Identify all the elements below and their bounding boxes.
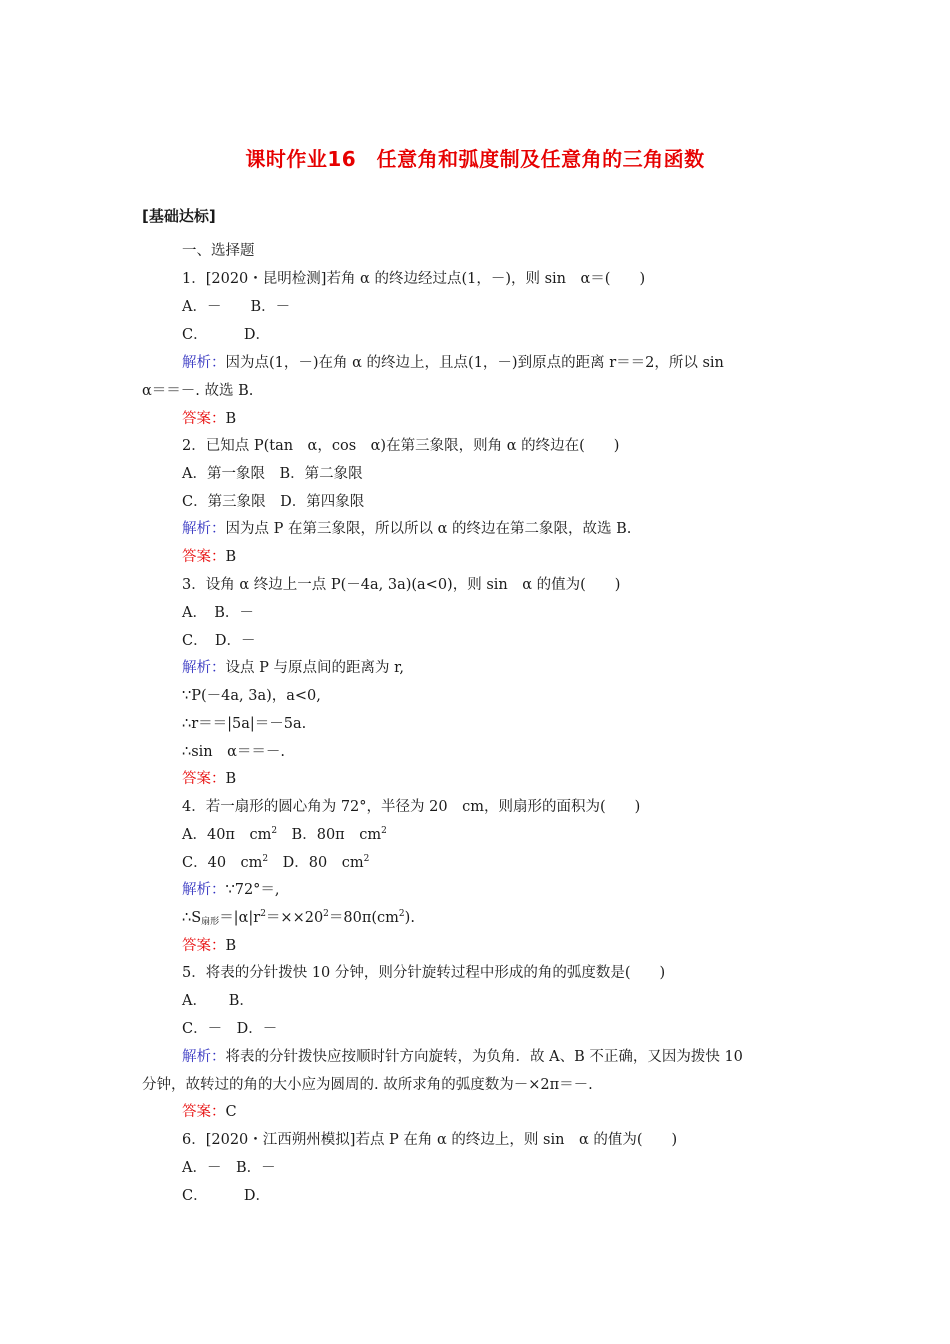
q3-options-cd: C． D．－ <box>182 633 256 649</box>
q3-analysis-label: 解析： <box>182 660 226 676</box>
q1-options-ab: A．－ B．－ <box>182 299 291 315</box>
q5-options-cd: C．－ D．－ <box>182 1021 278 1037</box>
q4-option-b: B．80π cm <box>277 827 382 843</box>
q5-answer-value: C <box>225 1104 237 1120</box>
q4-area-part2: ＝××20 <box>265 910 324 926</box>
q4-option-b-exp: 2 <box>381 826 387 836</box>
section-heading: [基础达标] <box>142 207 216 225</box>
page-title: 课时作业16 任意角和弧度制及任意角的三角函数 <box>245 147 705 171</box>
q3-answer <box>182 769 236 789</box>
q1-analysis-label: 解析： <box>182 355 226 371</box>
part-heading: 一、选择题 <box>182 243 255 259</box>
q5-stem: 5．将表的分针拨快 10 分钟，则分针旋转过程中形成的角的弧度数是( ) <box>182 965 666 981</box>
q4-option-a: A．40π cm <box>182 827 272 843</box>
q3-analysis-line3: ∴r＝＝|5a|＝－5a. <box>182 716 307 732</box>
q1-options-cd: C． D． <box>182 327 270 343</box>
q6-options-cd: C． D． <box>182 1188 270 1204</box>
q2-answer <box>182 547 236 567</box>
q4-area-exp2: 2 <box>323 909 329 919</box>
q5-analysis-text: 将表的分针拨快应按顺时针方向旋转，为负角．故 A、B 不正确，又因为拨快 10 <box>225 1049 743 1065</box>
q2-stem: 2．已知点 P(tan α，cos α)在第三象限，则角 α 的终边在( ) <box>182 438 620 454</box>
q4-option-d-exp: 2 <box>363 854 370 864</box>
q2-analysis <box>182 519 631 539</box>
q2-analysis-label: 解析： <box>182 521 226 537</box>
q6-options-ab: A．－ B．－ <box>182 1160 276 1176</box>
q2-analysis-text: 因为点 P 在第三象限，所以所以 α 的终边在第二象限，故选 B. <box>225 521 632 537</box>
q1-answer-value: B <box>225 411 237 427</box>
q5-answer-label: 答案： <box>182 1104 226 1120</box>
q3-options-ab: A． B．－ <box>182 605 254 621</box>
q5-analysis-label: 解析： <box>182 1049 226 1065</box>
q4-analysis-text: ∵72°＝, <box>225 882 280 898</box>
q5-answer <box>182 1102 237 1122</box>
q5-analysis-line2: 分钟，故转过的角的大小应为圆周的. 故所求角的弧度数为－×2π＝－. <box>142 1077 593 1093</box>
q3-stem: 3．设角 α 终边上一点 P(－4a, 3a)(a<0)，则 sin α 的值为( ) <box>182 577 621 593</box>
q1-answer-label: 答案： <box>182 411 226 427</box>
q4-answer-value: B <box>225 938 237 954</box>
q1-analysis-line2: α＝＝－. 故选 B. <box>142 383 254 399</box>
q4-options-ab <box>182 825 387 845</box>
q3-answer-value: B <box>225 771 237 787</box>
q4-area-part4: ). <box>404 910 415 926</box>
q4-answer-label: 答案： <box>182 938 226 954</box>
q5-analysis-line1 <box>182 1047 743 1067</box>
q4-stem: 4．若一扇形的圆心角为 72°，半径为 20 cm，则扇形的面积为( ) <box>182 799 641 815</box>
q4-area-exp3: 2 <box>398 909 405 919</box>
q2-options-ab: A．第一象限 B．第二象限 <box>182 466 363 482</box>
q4-analysis-line1 <box>182 880 280 900</box>
q4-analysis-line2 <box>182 908 415 928</box>
q2-answer-value: B <box>225 549 237 565</box>
q5-options-ab: A． B． <box>182 993 254 1009</box>
q4-option-c: C．40 cm <box>182 855 263 871</box>
q4-option-a-exp: 2 <box>271 826 278 836</box>
q3-analysis-text: 设点 P 与原点间的距离为 r, <box>225 660 405 676</box>
q4-area-s: ∴S <box>182 910 202 926</box>
q3-analysis-line2: ∵P(－4a, 3a)，a<0, <box>182 688 321 704</box>
q4-area-sub: 扇形 <box>201 917 220 927</box>
q6-stem: 6．[2020・江西朔州模拟]若点 P 在角 α 的终边上，则 sin α 的值为( ) <box>182 1132 678 1148</box>
q4-area-part3: ＝80π(cm <box>328 910 399 926</box>
q4-option-c-exp: 2 <box>262 854 269 864</box>
q1-analysis-line1 <box>182 353 724 373</box>
q4-option-d: D．80 cm <box>268 855 364 871</box>
q4-analysis-label: 解析： <box>182 882 226 898</box>
q4-area-exp1: 2 <box>260 909 266 919</box>
q1-analysis-text: 因为点(1，－)在角 α 的终边上，且点(1，－)到原点的距离 r＝＝2，所以 sin <box>225 355 724 371</box>
q3-answer-label: 答案： <box>182 771 226 787</box>
q3-analysis-line1 <box>182 658 404 678</box>
q1-stem: 1．[2020・昆明检测]若角 α 的终边经过点(1，－)，则 sin α＝( ) <box>182 271 646 287</box>
q1-answer <box>182 409 236 429</box>
q2-options-cd: C．第三象限 D．第四象限 <box>182 494 365 510</box>
q4-options-cd <box>182 853 369 873</box>
q4-area-part1: ＝|α|r <box>219 910 261 926</box>
q2-answer-label: 答案： <box>182 549 226 565</box>
q3-analysis-line4: ∴sin α＝＝－. <box>182 744 286 760</box>
q4-answer <box>182 936 236 956</box>
